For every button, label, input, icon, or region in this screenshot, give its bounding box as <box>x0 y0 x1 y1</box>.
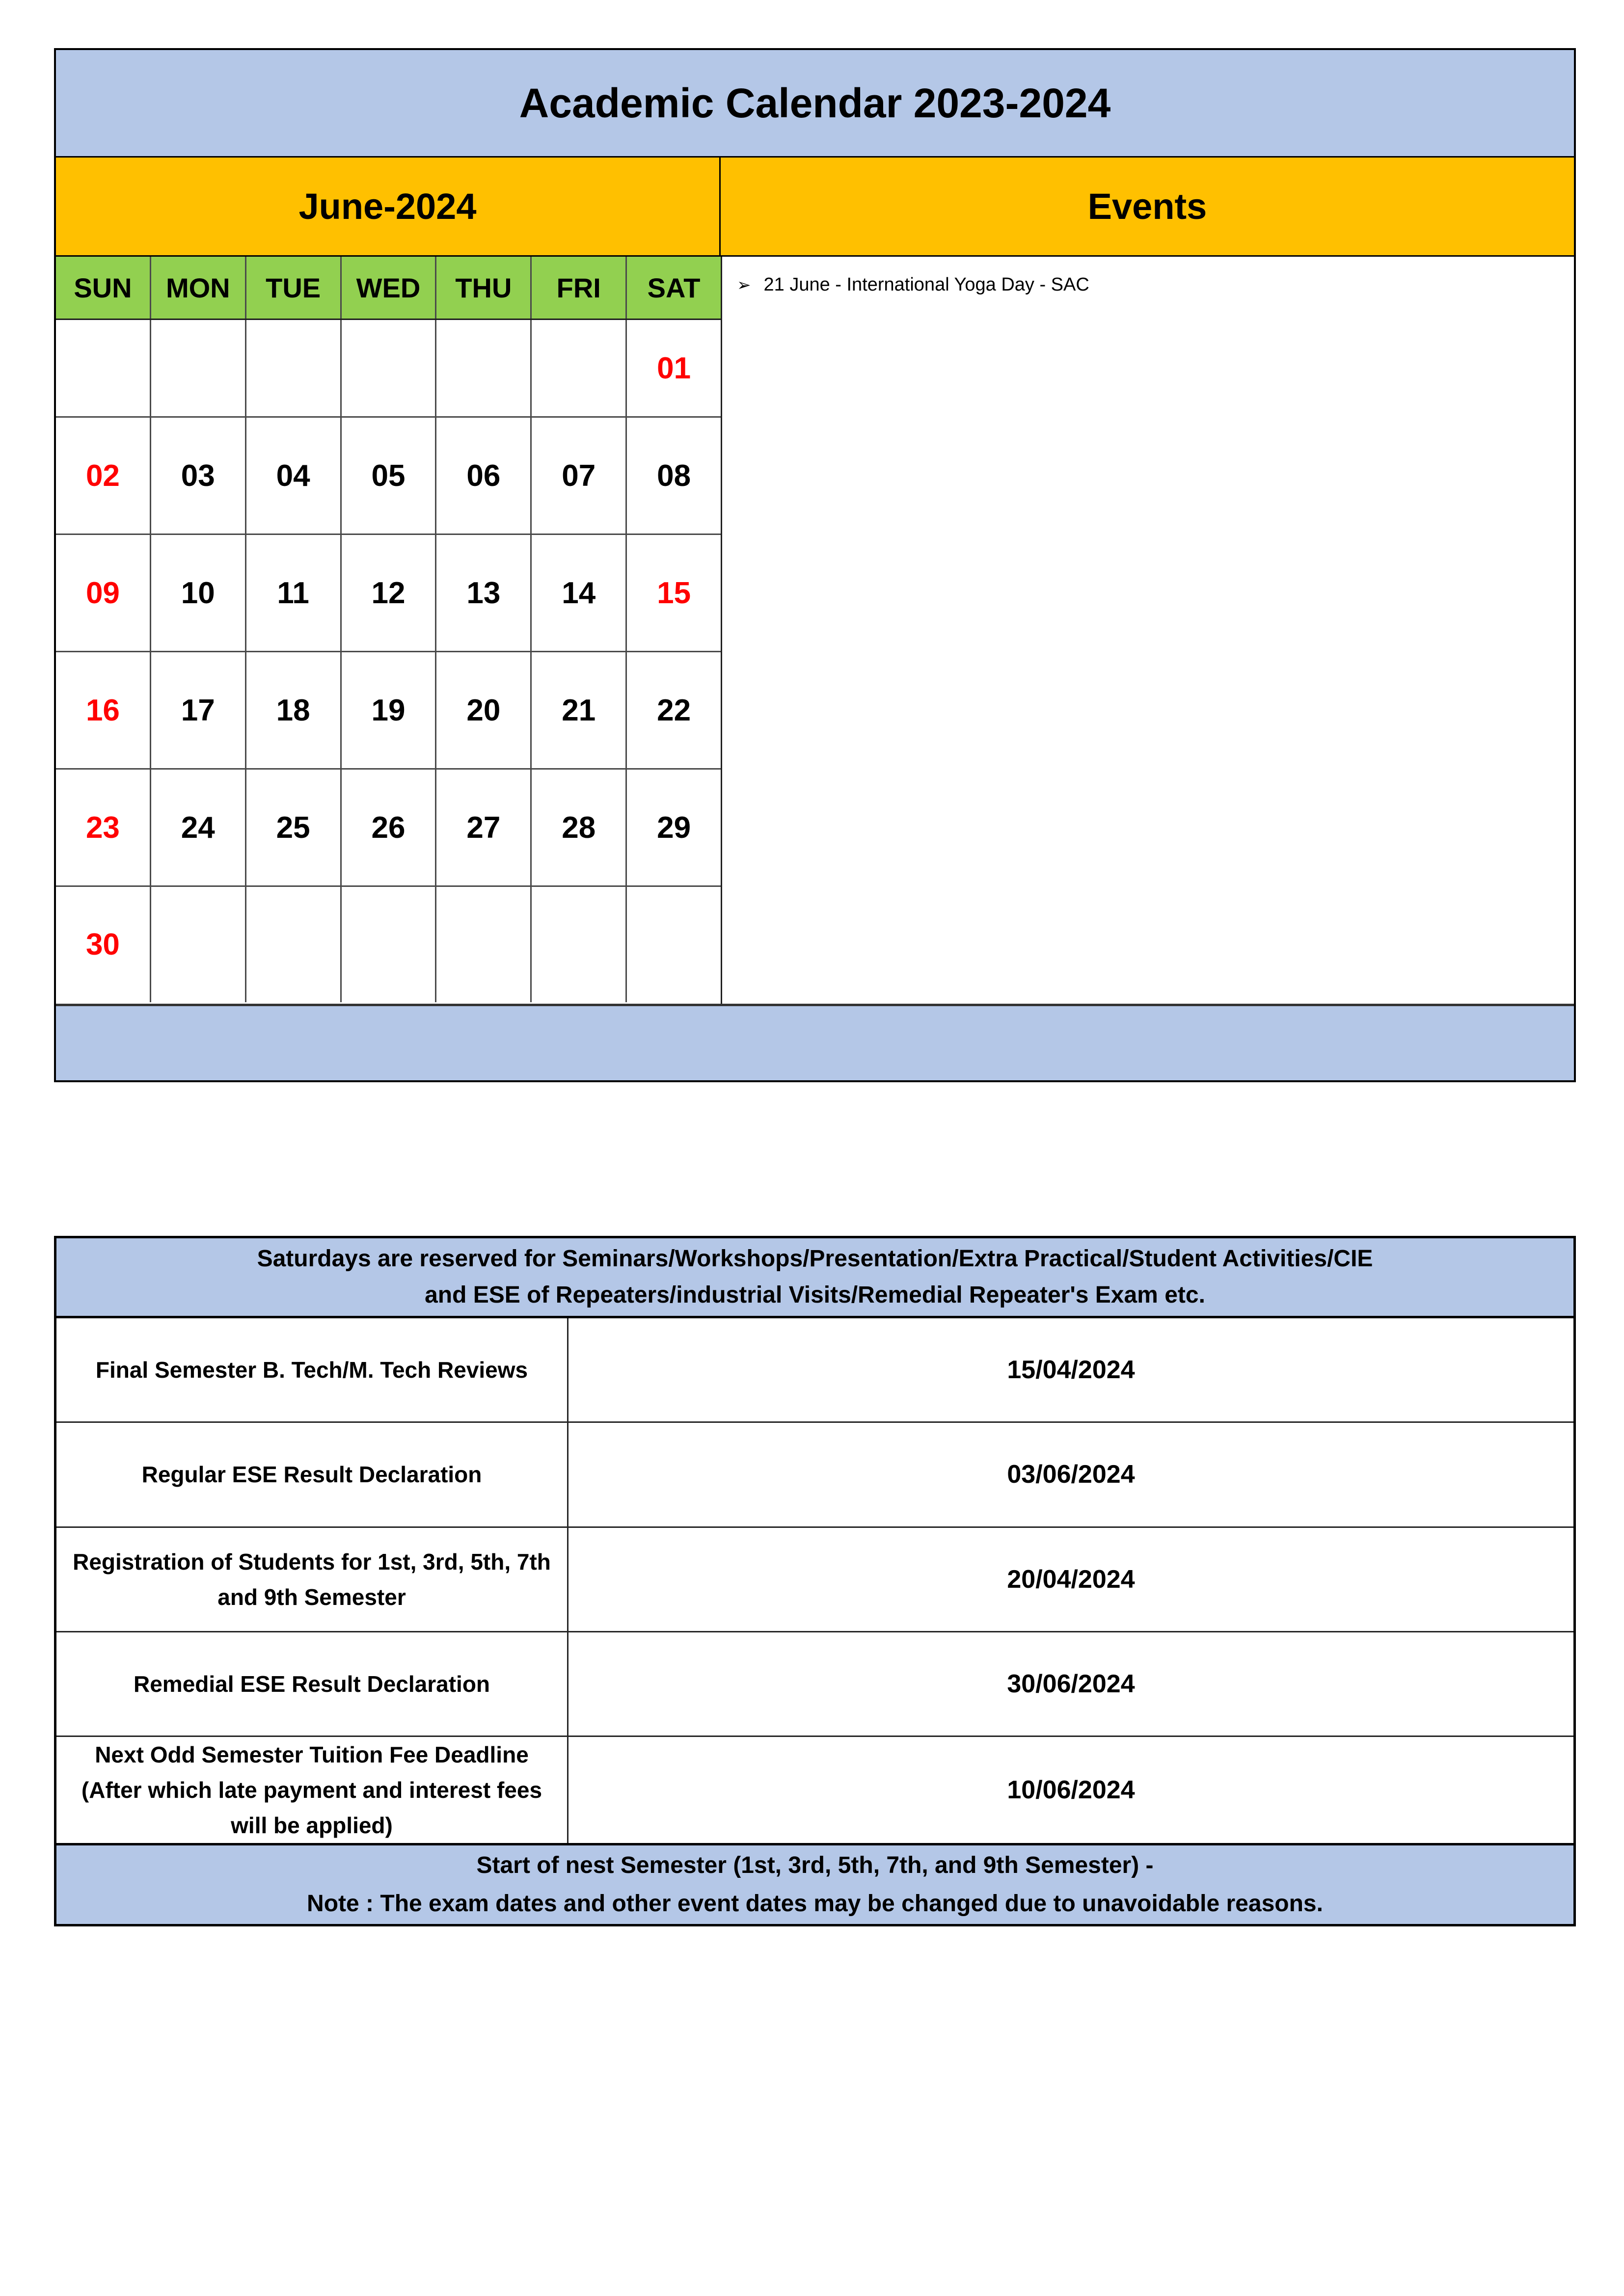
schedule-item-label: Final Semester B. Tech/M. Tech Reviews <box>56 1318 568 1421</box>
calendar-day-cell: 13 <box>436 535 532 651</box>
calendar-day-cell: 24 <box>151 770 246 885</box>
schedule-item-label: Remedial ESE Result Declaration <box>56 1632 568 1735</box>
calendar-empty-cell <box>246 320 342 416</box>
events-header: Events <box>721 158 1574 255</box>
month-label: June-2024 <box>56 158 721 255</box>
saturday-note-line1: Saturdays are reserved for Seminars/Workshops/Presentation/Extra Practical/Student Activities/CIE <box>257 1246 1373 1272</box>
calendar-empty-cell <box>342 887 437 1002</box>
schedule-item-date: 20/04/2024 <box>1007 1565 1135 1594</box>
calendar-day-cell: 09 <box>56 535 151 651</box>
schedule-item-date: 03/06/2024 <box>1007 1460 1135 1489</box>
saturday-note-header <box>56 1238 1573 1318</box>
event-list-item <box>737 274 1559 295</box>
calendar-section <box>54 48 1576 1082</box>
schedule-table <box>56 1318 1573 1843</box>
table-row <box>56 1632 1573 1737</box>
schedule-item-date: 15/04/2024 <box>1007 1356 1135 1385</box>
calendar-day-cell: 27 <box>436 770 532 885</box>
calendar-day-cell: 10 <box>151 535 246 651</box>
dow-header-wed: WED <box>342 257 437 319</box>
calendar-week-row <box>56 770 721 887</box>
calendar-day-cell: 14 <box>532 535 627 651</box>
schedule-item-label: Regular ESE Result Declaration <box>56 1423 568 1526</box>
calendar-day-cell: 29 <box>627 770 721 885</box>
calendar-day-cell: 16 <box>56 652 151 768</box>
calendar-day-cell: 07 <box>532 418 627 534</box>
calendar-day-cell: 04 <box>246 418 342 534</box>
calendar-grid <box>56 257 721 1004</box>
calendar-day-cell: 06 <box>436 418 532 534</box>
calendar-day-cell: 20 <box>436 652 532 768</box>
calendar-empty-cell <box>532 320 627 416</box>
calendar-day-cell: 08 <box>627 418 721 534</box>
events-panel <box>721 257 1574 1004</box>
calendar-day-cell: 17 <box>151 652 246 768</box>
dow-header-sat: SAT <box>627 257 721 319</box>
schedule-item-label: Registration of Students for 1st, 3rd, 5th, 7th and 9th Semester <box>56 1528 568 1631</box>
dow-header-fri: FRI <box>532 257 627 319</box>
dow-header-tue: TUE <box>246 257 342 319</box>
calendar-week-row <box>56 535 721 652</box>
calendar-day-cell: 11 <box>246 535 342 651</box>
calendar-week-row <box>56 320 721 418</box>
calendar-week-row <box>56 652 721 770</box>
calendar-empty-cell <box>436 320 532 416</box>
footer-note <box>56 1843 1573 1924</box>
schedule-item-date: 10/06/2024 <box>1007 1776 1135 1804</box>
table-row <box>56 1423 1573 1527</box>
calendar-day-cell: 03 <box>151 418 246 534</box>
calendar-day-cell: 28 <box>532 770 627 885</box>
dow-header-sun: SUN <box>56 257 151 319</box>
calendar-day-cell: 21 <box>532 652 627 768</box>
calendar-day-cell: 22 <box>627 652 721 768</box>
footer-note-line1: Start of nest Semester (1st, 3rd, 5th, 7th, and 9th Semester) - <box>476 1852 1154 1878</box>
calendar-day-cell: 01 <box>627 320 721 416</box>
calendar-footer-bar <box>56 1004 1574 1080</box>
schedule-section <box>54 1236 1576 1926</box>
calendar-empty-cell <box>436 887 532 1002</box>
calendar-empty-cell <box>151 320 246 416</box>
calendar-day-cell: 12 <box>342 535 437 651</box>
calendar-empty-cell <box>56 320 151 416</box>
table-row <box>56 1318 1573 1423</box>
calendar-day-cell: 26 <box>342 770 437 885</box>
calendar-empty-cell <box>151 887 246 1002</box>
schedule-item-label: Next Odd Semester Tuition Fee Deadline (After which late payment and interest fees will be applied) <box>56 1737 568 1843</box>
table-row <box>56 1528 1573 1632</box>
footer-note-line2: Note : The exam dates and other event dates may be changed due to unavoidable reasons. <box>307 1891 1323 1917</box>
schedule-item-date: 30/06/2024 <box>1007 1669 1135 1698</box>
month-header-row <box>56 158 1574 257</box>
calendar-empty-cell <box>246 887 342 1002</box>
calendar-empty-cell <box>627 887 721 1002</box>
calendar-week-row <box>56 887 721 1002</box>
calendar-content-row <box>56 257 1574 1004</box>
calendar-day-cell: 25 <box>246 770 342 885</box>
dow-header-thu: THU <box>436 257 532 319</box>
calendar-empty-cell <box>342 320 437 416</box>
calendar-day-cell: 15 <box>627 535 721 651</box>
table-row <box>56 1737 1573 1843</box>
arrow-bullet-icon: ➢ <box>737 276 751 294</box>
day-of-week-header-row <box>56 257 721 320</box>
dow-header-mon: MON <box>151 257 246 319</box>
calendar-day-cell: 23 <box>56 770 151 885</box>
event-text: 21 June - International Yoga Day - SAC <box>763 274 1089 295</box>
calendar-week-row <box>56 418 721 535</box>
page-title: Academic Calendar 2023-2024 <box>56 50 1574 158</box>
calendar-empty-cell <box>532 887 627 1002</box>
calendar-day-cell: 18 <box>246 652 342 768</box>
calendar-day-cell: 05 <box>342 418 437 534</box>
calendar-day-cell: 02 <box>56 418 151 534</box>
saturday-note-line2: and ESE of Repeaters/industrial Visits/Remedial Repeater's Exam etc. <box>425 1282 1205 1308</box>
calendar-day-cell: 19 <box>342 652 437 768</box>
calendar-weeks <box>56 320 721 1004</box>
calendar-day-cell: 30 <box>56 887 151 1002</box>
